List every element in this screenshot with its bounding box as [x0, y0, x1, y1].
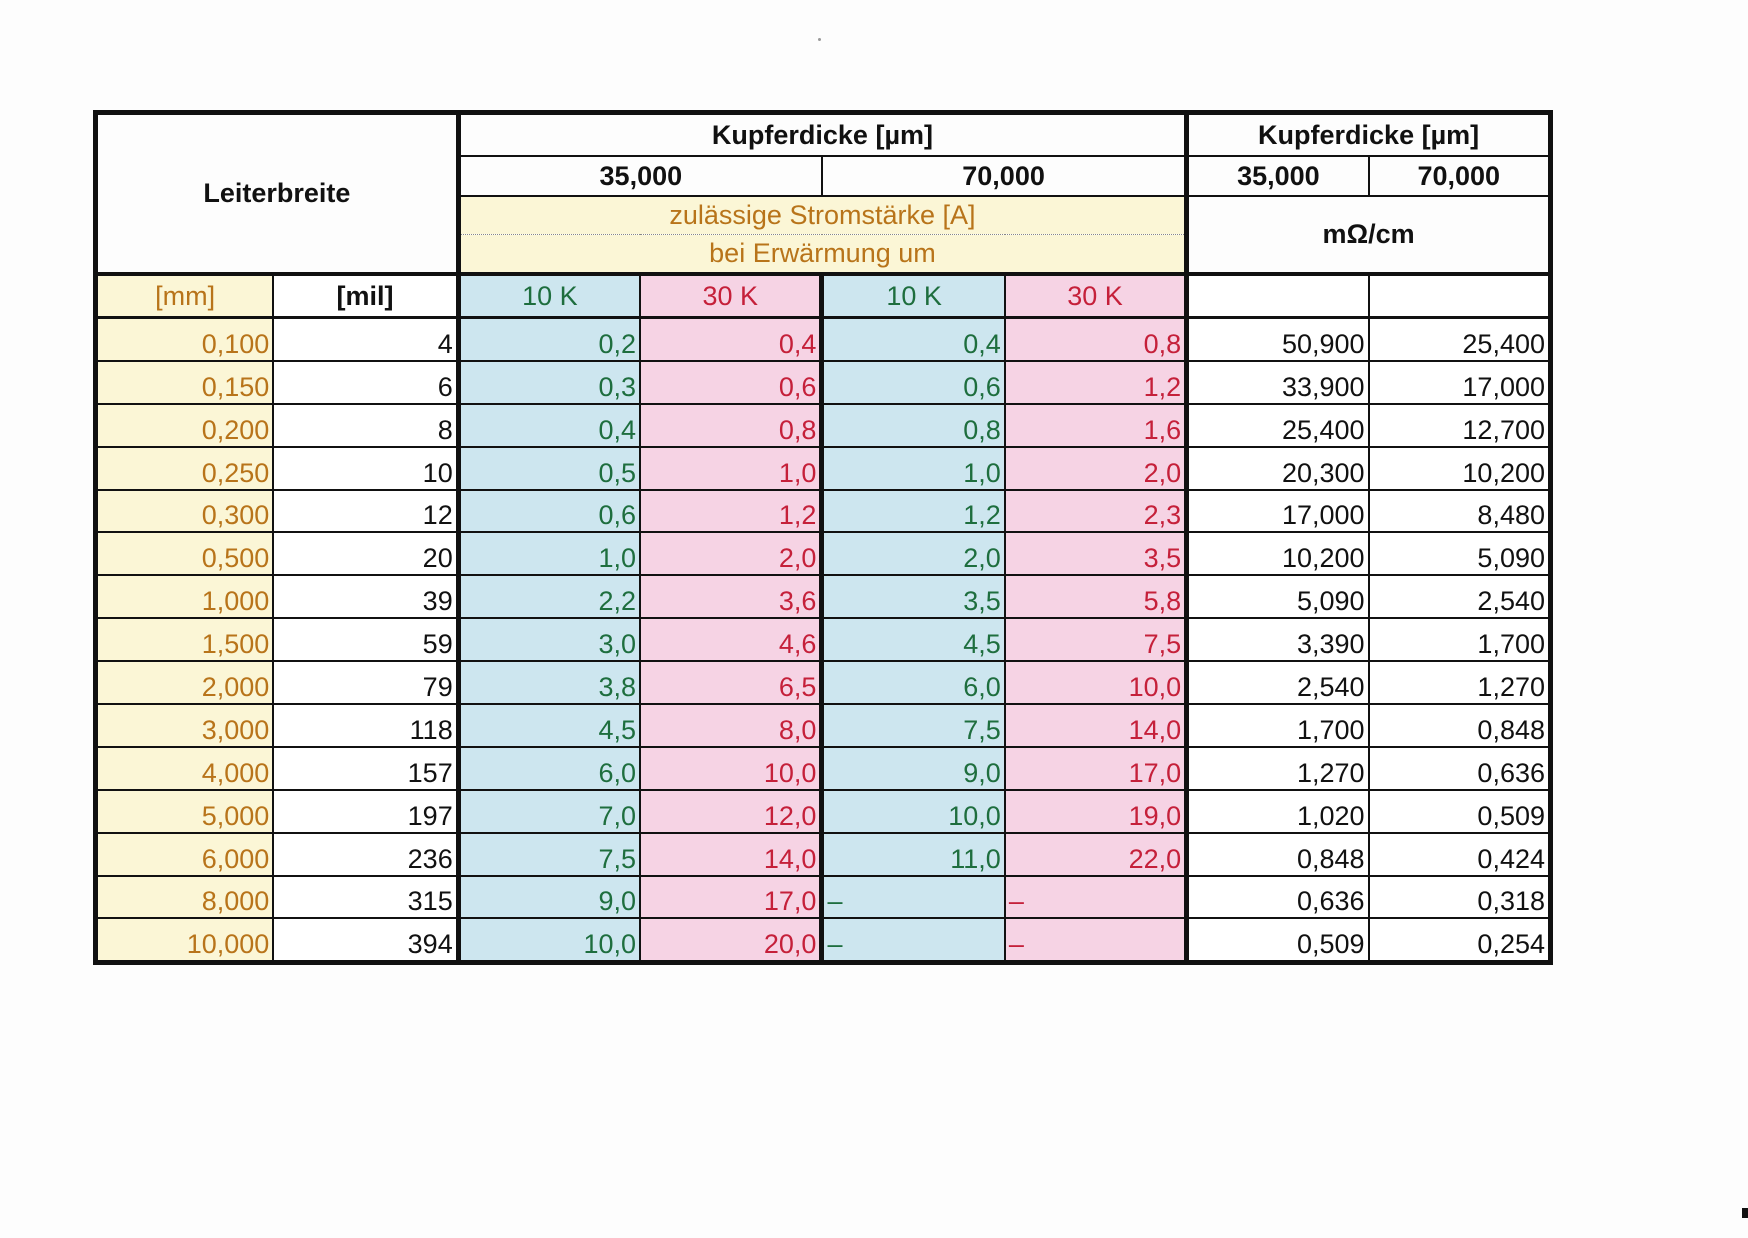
- resistance-35um-cell: 10,200: [1187, 532, 1369, 575]
- conductor-width-title: Leiterbreite: [96, 113, 459, 275]
- resistance-70um-cell: 8,480: [1369, 490, 1551, 533]
- resistance-70um-cell: 0,636: [1369, 747, 1551, 790]
- rise-30k-header-70: 30 K: [1005, 274, 1187, 318]
- width-mm-cell: 10,000: [96, 918, 274, 962]
- current-35um-10k-cell: 4,5: [458, 704, 640, 747]
- resistance-70um-cell: 0,848: [1369, 704, 1551, 747]
- resistance-blank-header-70: [1369, 274, 1551, 318]
- width-mm-cell: 1,000: [96, 575, 274, 618]
- table-row: [96, 532, 1551, 575]
- current-70um-30k-cell: 14,0: [1005, 704, 1187, 747]
- current-35um-30k-cell: 8,0: [640, 704, 822, 747]
- temperature-rise-note: bei Erwärmung um: [458, 235, 1186, 275]
- width-mm-cell: 0,250: [96, 447, 274, 490]
- width-mil-cell: 39: [273, 575, 458, 618]
- width-mil-cell: 20: [273, 532, 458, 575]
- current-35um-30k-cell: 2,0: [640, 532, 822, 575]
- width-mm-cell: 1,500: [96, 618, 274, 661]
- table-row: [96, 575, 1551, 618]
- copper-thickness-title-current: Kupferdicke [µm]: [458, 113, 1186, 157]
- table-row: [96, 318, 1551, 361]
- width-mm-cell: 0,500: [96, 532, 274, 575]
- width-mm-cell: 8,000: [96, 876, 274, 919]
- current-70um-30k-cell: 1,2: [1005, 361, 1187, 404]
- resistance-70um-cell: 5,090: [1369, 532, 1551, 575]
- current-70um-10k-cell: 9,0: [822, 747, 1005, 790]
- current-35um-30k-cell: 14,0: [640, 833, 822, 876]
- table-row: [96, 618, 1551, 661]
- width-mil-cell: 236: [273, 833, 458, 876]
- current-35um-30k-cell: 1,0: [640, 447, 822, 490]
- current-35um-10k-cell: 1,0: [458, 532, 640, 575]
- table-row: [96, 790, 1551, 833]
- current-70um-10k-cell: 7,5: [822, 704, 1005, 747]
- resistance-70um-cell: 25,400: [1369, 318, 1551, 361]
- width-mm-cell: 4,000: [96, 747, 274, 790]
- resistance-70um-cell: 1,270: [1369, 661, 1551, 704]
- current-35um-10k-cell: 0,5: [458, 447, 640, 490]
- scan-corner-mark: [1742, 1208, 1748, 1218]
- resistance-35um-cell: 1,020: [1187, 790, 1369, 833]
- current-35um-10k-cell: 0,3: [458, 361, 640, 404]
- current-35um-10k-cell: 0,6: [458, 490, 640, 533]
- resistance-70um-cell: 2,540: [1369, 575, 1551, 618]
- current-35um-10k-cell: 7,5: [458, 833, 640, 876]
- current-35um-30k-cell: 0,8: [640, 404, 822, 447]
- current-70um-30k-cell: 10,0: [1005, 661, 1187, 704]
- current-70um-10k-cell: 6,0: [822, 661, 1005, 704]
- current-70um-30k-cell: 2,0: [1005, 447, 1187, 490]
- thickness-70-current: 70,000: [822, 156, 1187, 196]
- table-row: [96, 661, 1551, 704]
- resistance-70um-cell: 0,254: [1369, 918, 1551, 962]
- resistance-70um-cell: 17,000: [1369, 361, 1551, 404]
- current-35um-10k-cell: 0,2: [458, 318, 640, 361]
- current-35um-30k-cell: 1,2: [640, 490, 822, 533]
- resistance-70um-cell: 0,509: [1369, 790, 1551, 833]
- scan-speck: [818, 38, 821, 41]
- current-70um-10k-cell: 2,0: [822, 532, 1005, 575]
- current-70um-30k-cell: 22,0: [1005, 833, 1187, 876]
- resistance-70um-cell: 0,318: [1369, 876, 1551, 919]
- current-35um-30k-cell: 0,6: [640, 361, 822, 404]
- current-70um-10k-cell: 10,0: [822, 790, 1005, 833]
- current-70um-30k-cell: 7,5: [1005, 618, 1187, 661]
- current-70um-30k-cell: –: [1005, 918, 1187, 962]
- width-mm-cell: 6,000: [96, 833, 274, 876]
- width-mil-cell: 197: [273, 790, 458, 833]
- current-35um-30k-cell: 20,0: [640, 918, 822, 962]
- resistance-35um-cell: 3,390: [1187, 618, 1369, 661]
- width-mm-cell: 0,150: [96, 361, 274, 404]
- resistance-70um-cell: 1,700: [1369, 618, 1551, 661]
- resistance-70um-cell: 10,200: [1369, 447, 1551, 490]
- current-35um-30k-cell: 10,0: [640, 747, 822, 790]
- width-mil-cell: 157: [273, 747, 458, 790]
- thickness-70-resistance: 70,000: [1369, 156, 1551, 196]
- conductor-ampacity-table: [93, 110, 1553, 965]
- table-row: [96, 876, 1551, 919]
- resistance-70um-cell: 12,700: [1369, 404, 1551, 447]
- rise-10k-header-35: 10 K: [458, 274, 640, 318]
- current-70um-30k-cell: 17,0: [1005, 747, 1187, 790]
- table-row: [96, 361, 1551, 404]
- width-mil-cell: 394: [273, 918, 458, 962]
- resistance-70um-cell: 0,424: [1369, 833, 1551, 876]
- current-70um-10k-cell: 0,8: [822, 404, 1005, 447]
- current-35um-30k-cell: 17,0: [640, 876, 822, 919]
- current-70um-30k-cell: 0,8: [1005, 318, 1187, 361]
- current-70um-10k-cell: 1,2: [822, 490, 1005, 533]
- current-70um-10k-cell: 0,6: [822, 361, 1005, 404]
- current-35um-10k-cell: 3,8: [458, 661, 640, 704]
- width-mm-cell: 0,100: [96, 318, 274, 361]
- width-mil-cell: 118: [273, 704, 458, 747]
- current-70um-10k-cell: 1,0: [822, 447, 1005, 490]
- width-mil-cell: 315: [273, 876, 458, 919]
- current-70um-30k-cell: 3,5: [1005, 532, 1187, 575]
- current-70um-30k-cell: 1,6: [1005, 404, 1187, 447]
- width-mm-cell: 0,200: [96, 404, 274, 447]
- width-mil-cell: 10: [273, 447, 458, 490]
- table-row: [96, 447, 1551, 490]
- current-35um-10k-cell: 2,2: [458, 575, 640, 618]
- mm-column-header: [mm]: [96, 274, 274, 318]
- width-mil-cell: 6: [273, 361, 458, 404]
- table-row: [96, 490, 1551, 533]
- resistance-35um-cell: 0,848: [1187, 833, 1369, 876]
- current-35um-30k-cell: 3,6: [640, 575, 822, 618]
- resistance-35um-cell: 0,509: [1187, 918, 1369, 962]
- width-mm-cell: 5,000: [96, 790, 274, 833]
- resistance-35um-cell: 17,000: [1187, 490, 1369, 533]
- resistance-35um-cell: 5,090: [1187, 575, 1369, 618]
- width-mm-cell: 3,000: [96, 704, 274, 747]
- thickness-35-resistance: 35,000: [1187, 156, 1369, 196]
- width-mm-cell: 2,000: [96, 661, 274, 704]
- table-row: [96, 918, 1551, 962]
- current-35um-30k-cell: 6,5: [640, 661, 822, 704]
- allowed-current-note: zulässige Stromstärke [A]: [458, 196, 1186, 235]
- width-mil-cell: 12: [273, 490, 458, 533]
- resistance-35um-cell: 0,636: [1187, 876, 1369, 919]
- current-70um-30k-cell: –: [1005, 876, 1187, 919]
- width-mm-cell: 0,300: [96, 490, 274, 533]
- current-35um-10k-cell: 10,0: [458, 918, 640, 962]
- current-70um-10k-cell: –: [822, 876, 1005, 919]
- thickness-35-current: 35,000: [458, 156, 822, 196]
- width-mil-cell: 8: [273, 404, 458, 447]
- copper-thickness-title-resistance: Kupferdicke [µm]: [1187, 113, 1551, 157]
- resistance-blank-header-35: [1187, 274, 1369, 318]
- current-35um-10k-cell: 0,4: [458, 404, 640, 447]
- current-70um-30k-cell: 5,8: [1005, 575, 1187, 618]
- rise-30k-header-35: 30 K: [640, 274, 822, 318]
- current-70um-10k-cell: 3,5: [822, 575, 1005, 618]
- table-row: [96, 833, 1551, 876]
- current-35um-10k-cell: 9,0: [458, 876, 640, 919]
- resistance-35um-cell: 33,900: [1187, 361, 1369, 404]
- current-70um-30k-cell: 2,3: [1005, 490, 1187, 533]
- current-35um-30k-cell: 12,0: [640, 790, 822, 833]
- resistance-35um-cell: 1,270: [1187, 747, 1369, 790]
- current-35um-30k-cell: 0,4: [640, 318, 822, 361]
- current-35um-30k-cell: 4,6: [640, 618, 822, 661]
- resistance-unit-label: mΩ/cm: [1187, 196, 1551, 274]
- current-35um-10k-cell: 3,0: [458, 618, 640, 661]
- width-mil-cell: 59: [273, 618, 458, 661]
- resistance-35um-cell: 20,300: [1187, 447, 1369, 490]
- current-70um-10k-cell: 4,5: [822, 618, 1005, 661]
- table-row: [96, 404, 1551, 447]
- rise-10k-header-70: 10 K: [822, 274, 1005, 318]
- current-70um-10k-cell: –: [822, 918, 1005, 962]
- resistance-35um-cell: 1,700: [1187, 704, 1369, 747]
- table-row: [96, 704, 1551, 747]
- mil-column-header: [mil]: [273, 274, 458, 318]
- header-row-1: [96, 113, 1551, 157]
- resistance-35um-cell: 2,540: [1187, 661, 1369, 704]
- current-70um-30k-cell: 19,0: [1005, 790, 1187, 833]
- resistance-35um-cell: 25,400: [1187, 404, 1369, 447]
- width-mil-cell: 4: [273, 318, 458, 361]
- current-70um-10k-cell: 11,0: [822, 833, 1005, 876]
- resistance-35um-cell: 50,900: [1187, 318, 1369, 361]
- unit-header-row: [96, 274, 1551, 318]
- table-row: [96, 747, 1551, 790]
- width-mil-cell: 79: [273, 661, 458, 704]
- current-35um-10k-cell: 7,0: [458, 790, 640, 833]
- current-70um-10k-cell: 0,4: [822, 318, 1005, 361]
- current-35um-10k-cell: 6,0: [458, 747, 640, 790]
